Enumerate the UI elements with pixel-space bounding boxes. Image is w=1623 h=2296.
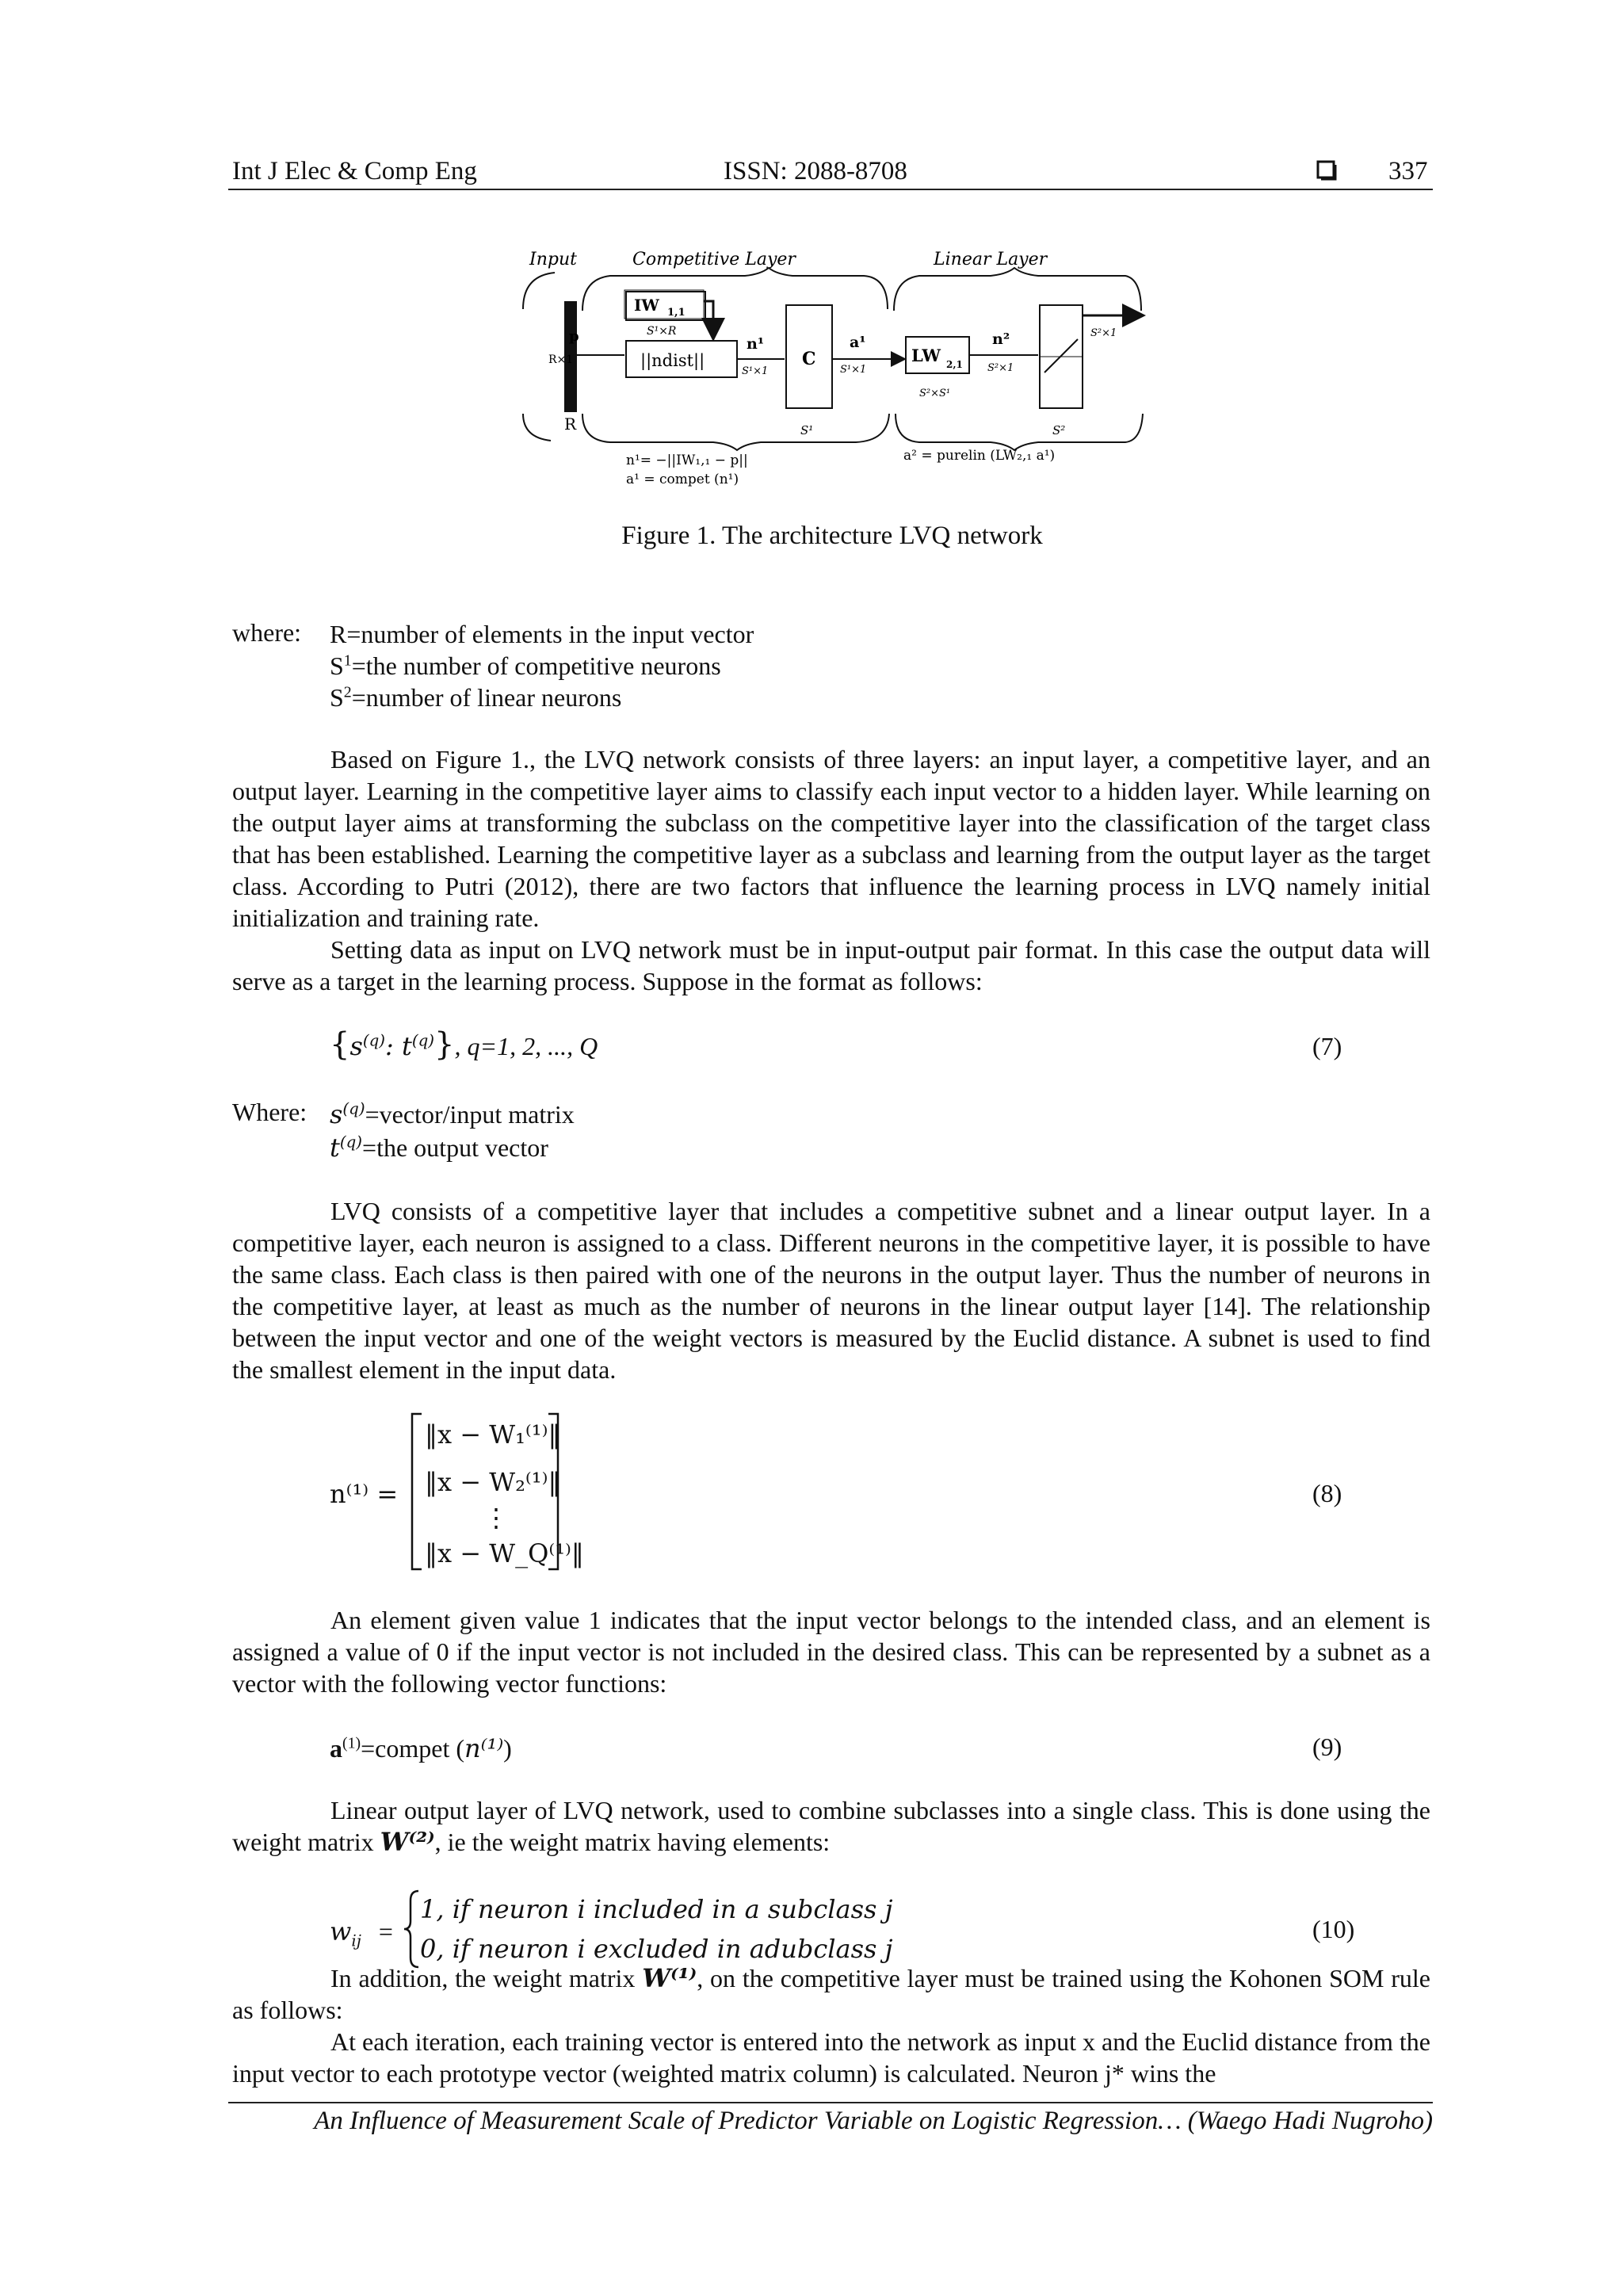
page-number: 337 <box>1388 157 1428 185</box>
equation-7: {$s^{(q)}$: $t^{(q)}$}, q=1, 2, ..., Q <box>330 1026 598 1063</box>
equation-7-number: (7) <box>1312 1032 1342 1060</box>
where-def-r: R=number of elements in the input vector <box>330 620 754 648</box>
svg-text:1,1: 1,1 <box>667 307 685 319</box>
body-paragraphs-6-7 <box>232 1962 1430 2089</box>
paragraph-5: Linear output layer of LVQ network, used to combine subclasses into a single class. This is done using the weight matrix W⁽²⁾, ie the weight matrix having elements: <box>232 1796 1430 1857</box>
paragraph-3: LVQ consists of a competitive layer that includes a competitive subnet and a linear output layer. In a competitive layer, each neuron is assigned to a class. Different neurons in the competitive layer, it is possible to have the same class. Each class is then paired with one of the neurons in the output layer. Thus the number of neurons in the competitive layer, at least as much as the number of neurons in the linear output layer [14]. The relationship between the input vector and one of the weight vectors is measured by the Euclid distance. A subnet is used to find the smallest element in the input data. <box>232 1197 1430 1384</box>
where-label: where: <box>232 618 302 647</box>
matrix-row-2: ‖x − W₂⁽¹⁾‖ <box>425 1467 561 1497</box>
header-rule <box>228 189 1433 190</box>
svg-text:n²: n² <box>992 330 1010 348</box>
equation-8-lhs: n⁽¹⁾ = <box>330 1479 399 1509</box>
svg-text:a¹ = compet (n¹): a¹ = compet (n¹) <box>626 472 739 487</box>
paragraph-6: In addition, the weight matrix W⁽¹⁾, on the competitive layer must be trained using the Kohonen SOM rule as follows: <box>232 1963 1431 2024</box>
left-bracket-icon <box>409 1412 425 1571</box>
equation-10-lhs: $w_{ij}$ = <box>330 1916 393 1950</box>
paragraph-7: At each iteration, each training vector is entered into the network as input x and the Euclid distance from the input vector to each prototype vector (weighted matrix column) is calculated. Neuron j* wins the <box>232 2027 1430 2088</box>
left-brace-icon <box>403 1889 422 1969</box>
footer-rule <box>228 2102 1433 2103</box>
case-excluded: 0, if neuron i excluded in adubclass j <box>420 1934 893 1964</box>
svg-text:2,1: 2,1 <box>946 359 963 370</box>
svg-text:S²×1: S²×1 <box>987 362 1014 374</box>
equation-9-number: (9) <box>1312 1733 1342 1761</box>
paragraph-2: Setting data as input on LVQ network must be in input-output pair format. In this case the output data will serve as a target in the learning process. Suppose in the format as follows: <box>232 935 1430 995</box>
svg-text:S¹: S¹ <box>800 423 814 437</box>
svg-text:S¹×1: S¹×1 <box>840 364 867 376</box>
body-paragraph-3 <box>232 1195 1430 1385</box>
lvq-architecture-diagram <box>507 238 1157 499</box>
issn: ISSN: 2088-8708 <box>724 157 907 185</box>
matrix-row-dots: ⋮ <box>483 1503 509 1533</box>
matrix-row-q: ‖x − W_Q⁽¹⁾‖ <box>425 1538 584 1568</box>
paragraph-1: Based on Figure 1., the LVQ network consists of three layers: an input layer, a competitive layer, and an output layer. Learning in the competitive layer aims to classify each input vector to a hidden layer. While learning on the output layer aims at transforming the subclass on the competitive layer into the classification of the target class that has been established. Learning the competitive layer as a subclass and learning from the output layer as the target class. According to Putri (2012), there are two factors that influence the learning process in LVQ namely initial initialization and training rate. <box>232 745 1430 932</box>
svg-text:S¹×R: S¹×R <box>647 325 677 338</box>
svg-text:R×1: R×1 <box>548 353 574 366</box>
linear-layer-heading: Linear Layer <box>934 250 1048 269</box>
svg-text:a² = purelin (LW₂,₁ a¹): a² = purelin (LW₂,₁ a¹) <box>903 448 1056 464</box>
where2-def-t: $t^{(q)}=the$ output vector <box>330 1133 548 1163</box>
competitive-layer-heading: Competitive Layer <box>632 250 796 269</box>
svg-text:S¹×1: S¹×1 <box>742 365 769 377</box>
input-heading: Input <box>529 250 577 269</box>
checkbox-icon <box>1316 155 1338 187</box>
where-definitions <box>330 618 754 713</box>
svg-text:C: C <box>802 349 816 369</box>
where-def-s2: $S^2=number$ of linear neurons <box>330 683 622 712</box>
matrix-row-1: ‖x − W₁⁽¹⁾‖ <box>425 1419 561 1450</box>
equation-9: $a^{(1)}=compet$ (n⁽¹⁾) <box>330 1733 512 1763</box>
body-paragraphs-1 <box>232 743 1430 997</box>
where2-label: Where: <box>232 1098 307 1126</box>
svg-text:IW: IW <box>634 296 659 315</box>
svg-text:a¹: a¹ <box>850 334 866 351</box>
where-def-s1: $S^1=the$ number of competitive neurons <box>330 651 721 680</box>
equation-10-cases <box>420 1889 893 1969</box>
svg-text:n¹= −||IW₁,₁ − p||: n¹= −||IW₁,₁ − p|| <box>626 453 748 468</box>
right-bracket-icon <box>545 1412 561 1571</box>
where2-definitions <box>330 1098 575 1164</box>
paragraph-4: An element given value 1 indicates that the input vector belongs to the intended class, and an element is assigned a value of 0 if the input vector is not included in the desired class. This can be represented by a subnet as a vector with the following vector functions: <box>232 1606 1430 1698</box>
svg-text:n¹: n¹ <box>747 335 765 353</box>
svg-text:p: p <box>569 328 579 345</box>
body-paragraph-4 <box>232 1604 1430 1699</box>
footer-citation: An Influence of Measurement Scale of Predictor Variable on Logistic Regression… (Waego Hadi Nugroho) <box>314 2107 1433 2135</box>
svg-text:S²×1: S²×1 <box>1090 327 1117 339</box>
svg-text:S²×S¹: S²×S¹ <box>919 388 951 399</box>
svg-text:S²: S² <box>1052 423 1066 437</box>
body-paragraph-5 <box>232 1794 1430 1858</box>
equation-10-number: (10) <box>1312 1915 1355 1943</box>
figure-caption: Figure 1. The architecture LVQ network <box>621 521 1043 550</box>
case-included: 1, if neuron i included in a subclass j <box>420 1894 893 1924</box>
journal-name: Int J Elec & Comp Eng <box>232 157 477 185</box>
svg-text:LW: LW <box>911 346 941 365</box>
svg-text:R: R <box>564 415 577 434</box>
svg-text:||ndist||: ||ndist|| <box>640 351 705 370</box>
equation-8-number: (8) <box>1312 1479 1342 1507</box>
where2-def-s: $s^{(q)}=vector$/input matrix <box>330 1099 575 1129</box>
